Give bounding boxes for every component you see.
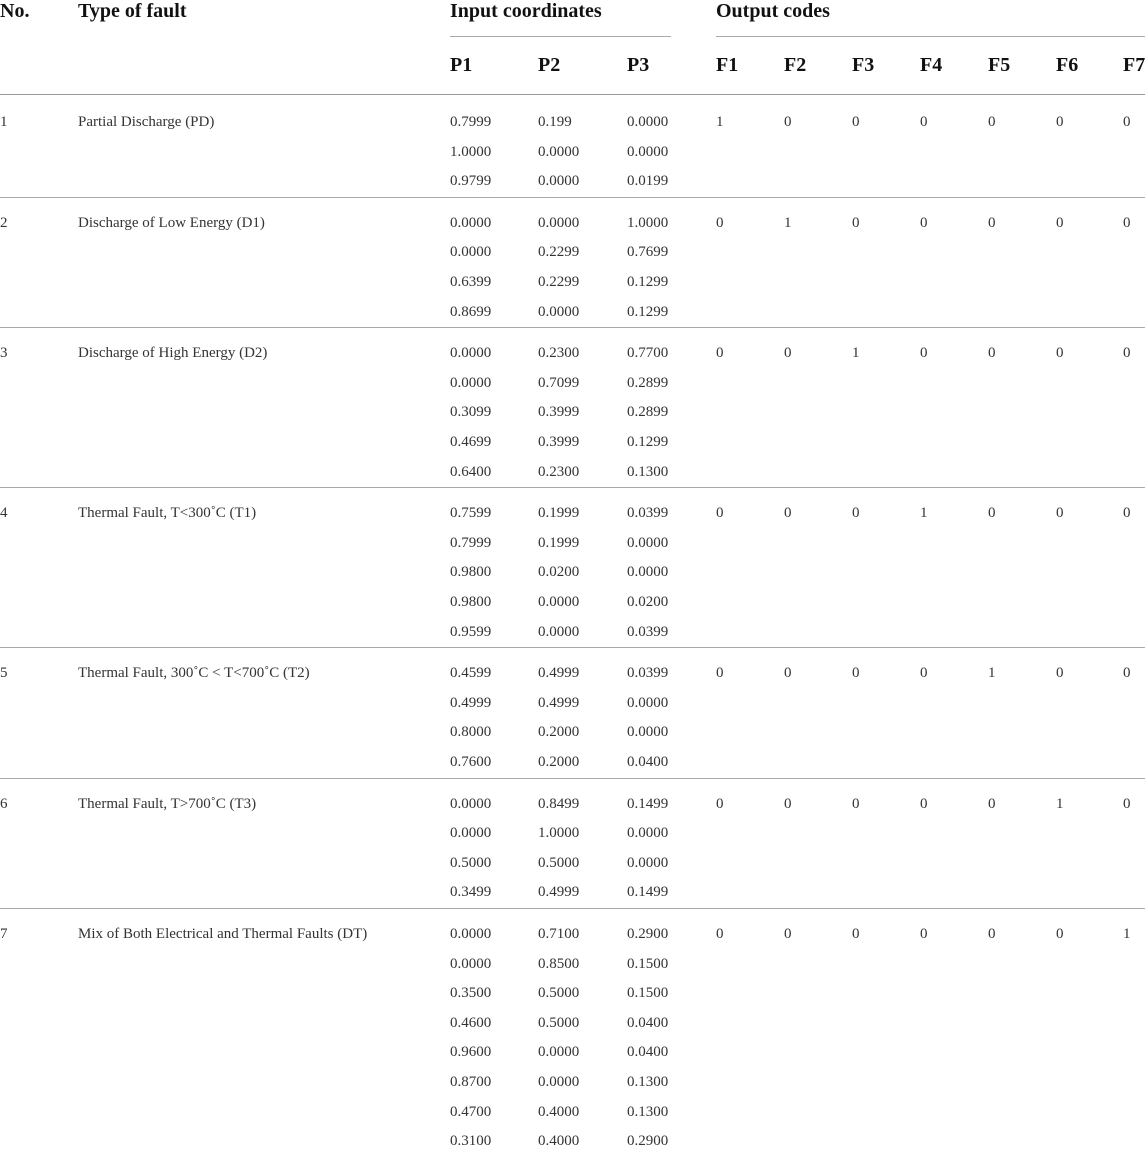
input-value-p1: 0.7600 <box>450 754 492 770</box>
input-value-p1: 0.7999 <box>450 534 492 551</box>
input-value-p2: 0.2300 <box>538 463 580 480</box>
input-value-p1: 0.9800 <box>450 594 492 610</box>
output-code-f4: 0 <box>920 665 928 682</box>
input-value-p3: 0.0000 <box>627 724 669 741</box>
input-value-p2: 0.2299 <box>538 244 580 261</box>
input-value-p3: 0.1499 <box>627 795 669 812</box>
input-value-p1: 0.4700 <box>450 1103 492 1120</box>
output-code-f6: 0 <box>1056 114 1064 130</box>
output-code-f2: 0 <box>784 114 792 130</box>
input-value-p2: 0.4000 <box>538 1133 580 1150</box>
input-value-p3: 0.1500 <box>627 955 669 972</box>
input-value-p1: 0.0000 <box>450 955 492 972</box>
input-value-p1: 0.4699 <box>450 434 492 450</box>
input-value-p2: 0.0000 <box>538 594 580 610</box>
output-code-f4: 0 <box>920 214 928 231</box>
output-code-f7: 0 <box>1123 345 1131 362</box>
fault-type: Discharge of Low Energy (D1) <box>78 214 265 231</box>
input-value-p3: 0.1299 <box>627 434 669 450</box>
input-value-p2: 0.2000 <box>538 724 580 741</box>
output-code-f2: 0 <box>784 665 792 682</box>
input-value-p2: 0.0000 <box>538 1074 580 1090</box>
input-value-p3: 0.1300 <box>627 463 669 480</box>
output-code-f2: 1 <box>784 214 792 231</box>
output-code-f2: 0 <box>784 795 792 812</box>
fault-type: Thermal Fault, T<300˚C (T1) <box>78 505 257 522</box>
input-value-p2: 0.2300 <box>538 345 580 362</box>
output-code-f4: 0 <box>920 926 928 942</box>
output-code-f5: 0 <box>988 795 996 812</box>
input-value-p3: 0.2899 <box>627 374 669 391</box>
input-value-p3: 0.0399 <box>627 665 669 682</box>
input-value-p1: 0.9599 <box>450 623 492 640</box>
input-value-p2: 0.7099 <box>538 374 580 391</box>
input-value-p1: 0.0000 <box>450 795 492 812</box>
row-number: 4 <box>0 505 8 522</box>
input-value-p1: 0.0000 <box>450 345 492 362</box>
row-divider <box>0 647 1145 648</box>
output-code-f3: 0 <box>852 926 860 942</box>
output-code-f1: 0 <box>716 345 724 362</box>
input-value-p3: 0.1300 <box>627 1074 669 1090</box>
output-code-f6: 0 <box>1056 345 1064 362</box>
output-code-f5: 0 <box>988 114 996 130</box>
input-value-p3: 0.1499 <box>627 884 669 901</box>
input-value-p2: 0.5000 <box>538 854 580 871</box>
input-value-p2: 0.8500 <box>538 955 580 972</box>
input-value-p2: 0.0000 <box>538 214 580 231</box>
subheader-f6: F6 <box>1056 54 1079 76</box>
output-code-f3: 0 <box>852 114 860 130</box>
row-number: 5 <box>0 665 8 682</box>
input-value-p2: 0.4999 <box>538 665 580 682</box>
input-value-p2: 0.5000 <box>538 1014 580 1031</box>
subheader-f7: F7 <box>1123 54 1145 76</box>
input-value-p3: 0.0000 <box>627 143 669 160</box>
input-value-p3: 0.0399 <box>627 623 669 640</box>
fault-type: Thermal Fault, T>700˚C (T3) <box>78 795 257 812</box>
input-value-p3: 0.7700 <box>627 345 669 362</box>
input-value-p1: 0.3100 <box>450 1133 492 1150</box>
fault-type: Partial Discharge (PD) <box>78 114 215 130</box>
input-value-p1: 0.9800 <box>450 564 492 581</box>
input-value-p2: 0.8499 <box>538 795 580 812</box>
header-output-codes: Output codes <box>716 0 830 22</box>
output-code-f5: 0 <box>988 214 996 231</box>
input-value-p3: 0.0000 <box>627 694 669 711</box>
header-bottom-rule <box>0 94 1145 95</box>
row-number: 2 <box>0 214 8 231</box>
output-code-f7: 1 <box>1123 926 1131 942</box>
input-value-p2: 0.0000 <box>538 303 580 320</box>
subheader-p2: P2 <box>538 54 561 76</box>
input-value-p3: 0.0000 <box>627 564 669 581</box>
subheader-f5: F5 <box>988 54 1011 76</box>
input-value-p2: 0.4999 <box>538 884 580 901</box>
subheader-f2: F2 <box>784 54 807 76</box>
output-code-f4: 0 <box>920 345 928 362</box>
output-code-f7: 0 <box>1123 214 1131 231</box>
input-value-p3: 1.0000 <box>627 214 669 231</box>
subheader-p1: P1 <box>450 54 473 76</box>
input-value-p2: 0.3999 <box>538 404 580 421</box>
input-value-p1: 0.6399 <box>450 274 492 290</box>
output-group-underline <box>716 36 1145 37</box>
input-group-underline <box>450 36 671 37</box>
output-code-f7: 0 <box>1123 505 1131 522</box>
output-code-f1: 0 <box>716 505 724 522</box>
input-value-p1: 0.0000 <box>450 214 492 231</box>
input-value-p3: 0.2899 <box>627 404 669 421</box>
input-value-p3: 0.0199 <box>627 173 669 190</box>
output-code-f2: 0 <box>784 926 792 942</box>
row-number: 7 <box>0 926 8 942</box>
input-value-p3: 0.0399 <box>627 505 669 522</box>
input-value-p1: 0.9600 <box>450 1044 492 1061</box>
input-value-p1: 0.0000 <box>450 374 492 391</box>
output-code-f1: 1 <box>716 114 724 130</box>
input-value-p2: 0.0000 <box>538 1044 580 1061</box>
fault-type: Discharge of High Energy (D2) <box>78 345 268 362</box>
input-value-p1: 0.7999 <box>450 114 492 130</box>
input-value-p2: 0.0000 <box>538 173 580 190</box>
input-value-p1: 0.3500 <box>450 985 492 1002</box>
input-value-p1: 0.0000 <box>450 825 492 842</box>
fault-type: Mix of Both Electrical and Thermal Faults (DT) <box>78 926 368 942</box>
input-value-p3: 0.0400 <box>627 1014 669 1031</box>
output-code-f3: 0 <box>852 665 860 682</box>
output-code-f6: 0 <box>1056 665 1064 682</box>
output-code-f5: 1 <box>988 665 996 682</box>
row-number: 1 <box>0 114 8 130</box>
input-value-p3: 0.2900 <box>627 1133 669 1150</box>
input-value-p1: 0.7599 <box>450 505 492 522</box>
input-value-p2: 0.1999 <box>538 505 580 522</box>
input-value-p1: 0.4599 <box>450 665 492 682</box>
output-code-f5: 0 <box>988 926 996 942</box>
output-code-f6: 0 <box>1056 214 1064 231</box>
output-code-f6: 0 <box>1056 926 1064 942</box>
input-value-p1: 0.4600 <box>450 1014 492 1031</box>
output-code-f5: 0 <box>988 505 996 522</box>
fault-type: Thermal Fault, 300˚C < T<700˚C (T2) <box>78 665 310 682</box>
row-divider <box>0 908 1145 909</box>
output-code-f1: 0 <box>716 926 724 942</box>
output-code-f3: 1 <box>852 345 860 362</box>
output-code-f4: 0 <box>920 795 928 812</box>
input-value-p1: 0.4999 <box>450 694 492 711</box>
input-value-p1: 0.3099 <box>450 404 492 421</box>
output-code-f5: 0 <box>988 345 996 362</box>
input-value-p3: 0.0400 <box>627 1044 669 1061</box>
row-number: 3 <box>0 345 8 362</box>
input-value-p3: 0.1300 <box>627 1103 669 1120</box>
row-divider <box>0 487 1145 488</box>
input-value-p3: 0.0000 <box>627 534 669 551</box>
input-value-p1: 0.0000 <box>450 926 492 942</box>
subheader-f1: F1 <box>716 54 739 76</box>
input-value-p1: 1.0000 <box>450 143 492 160</box>
row-divider <box>0 197 1145 198</box>
output-code-f3: 0 <box>852 795 860 812</box>
output-code-f6: 0 <box>1056 505 1064 522</box>
input-value-p2: 0.7100 <box>538 926 580 942</box>
subheader-p3: P3 <box>627 54 650 76</box>
input-value-p2: 0.0000 <box>538 143 580 160</box>
input-value-p2: 0.2000 <box>538 754 580 770</box>
input-value-p2: 1.0000 <box>538 825 580 842</box>
input-value-p1: 0.6400 <box>450 463 492 480</box>
output-code-f6: 1 <box>1056 795 1064 812</box>
subheader-f4: F4 <box>920 54 943 76</box>
input-value-p2: 0.199 <box>538 114 572 130</box>
input-value-p1: 0.8700 <box>450 1074 492 1090</box>
input-value-p3: 0.0000 <box>627 114 669 130</box>
output-code-f1: 0 <box>716 214 724 231</box>
row-divider <box>0 778 1145 779</box>
input-value-p3: 0.0000 <box>627 854 669 871</box>
input-value-p3: 0.7699 <box>627 244 669 261</box>
input-value-p3: 0.0400 <box>627 754 669 770</box>
input-value-p2: 0.3999 <box>538 434 580 450</box>
input-value-p2: 0.0000 <box>538 623 580 640</box>
input-value-p1: 0.8000 <box>450 724 492 741</box>
output-code-f3: 0 <box>852 505 860 522</box>
output-code-f7: 0 <box>1123 795 1131 812</box>
input-value-p3: 0.1299 <box>627 274 669 290</box>
input-value-p1: 0.3499 <box>450 884 492 901</box>
output-code-f3: 0 <box>852 214 860 231</box>
input-value-p1: 0.5000 <box>450 854 492 871</box>
header-input-coordinates: Input coordinates <box>450 0 602 22</box>
output-code-f4: 1 <box>920 505 928 522</box>
subheader-f3: F3 <box>852 54 875 76</box>
input-value-p2: 0.4999 <box>538 694 580 711</box>
input-value-p2: 0.5000 <box>538 985 580 1002</box>
row-number: 6 <box>0 795 8 812</box>
input-value-p3: 0.1299 <box>627 303 669 320</box>
input-value-p1: 0.8699 <box>450 303 492 320</box>
input-value-p3: 0.0200 <box>627 594 669 610</box>
output-code-f4: 0 <box>920 114 928 130</box>
output-code-f1: 0 <box>716 665 724 682</box>
output-code-f2: 0 <box>784 505 792 522</box>
output-code-f2: 0 <box>784 345 792 362</box>
output-code-f1: 0 <box>716 795 724 812</box>
output-code-f7: 0 <box>1123 114 1131 130</box>
input-value-p1: 0.0000 <box>450 244 492 261</box>
input-value-p3: 0.0000 <box>627 825 669 842</box>
output-code-f7: 0 <box>1123 665 1131 682</box>
input-value-p1: 0.9799 <box>450 173 492 190</box>
input-value-p2: 0.4000 <box>538 1103 580 1120</box>
input-value-p3: 0.2900 <box>627 926 669 942</box>
header-no: No. <box>0 0 30 22</box>
input-value-p2: 0.1999 <box>538 534 580 551</box>
header-type-of-fault: Type of fault <box>78 0 187 22</box>
row-divider <box>0 327 1145 328</box>
input-value-p2: 0.2299 <box>538 274 580 290</box>
input-value-p2: 0.0200 <box>538 564 580 581</box>
input-value-p3: 0.1500 <box>627 985 669 1002</box>
